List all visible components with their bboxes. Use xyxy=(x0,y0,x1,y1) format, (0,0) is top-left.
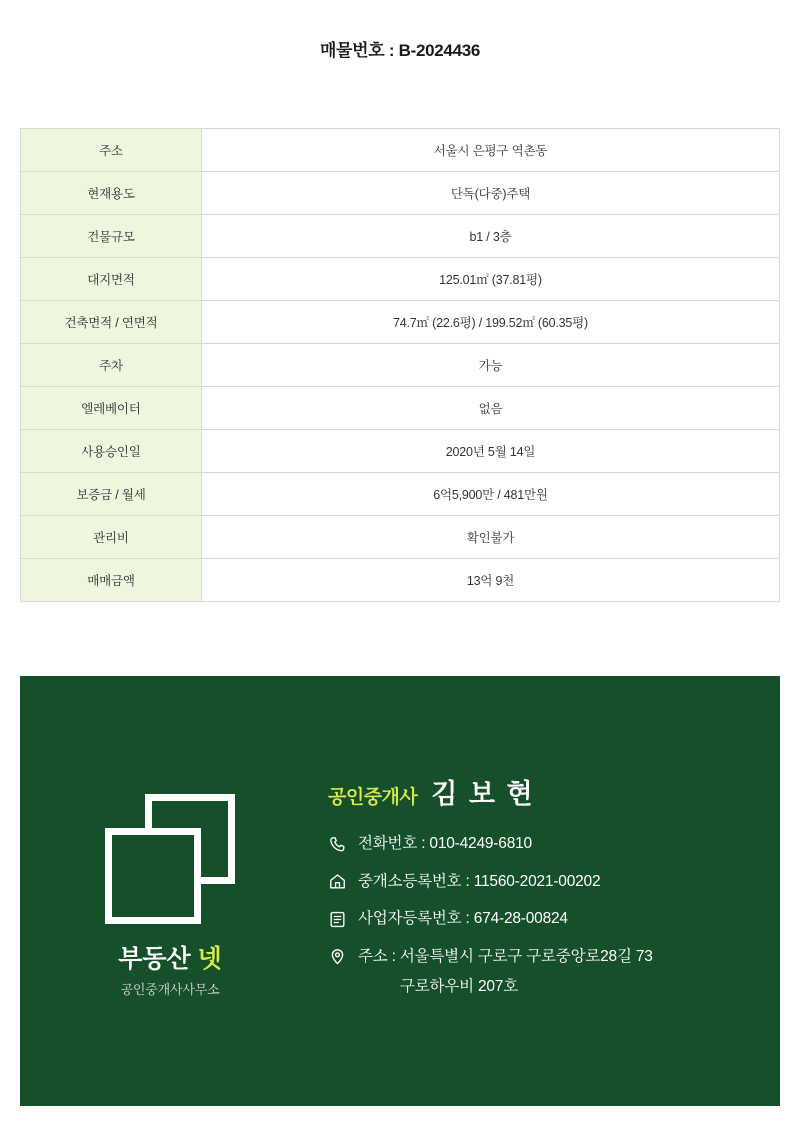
row-label-deposit-rent: 보증금 / 월세 xyxy=(21,473,202,516)
row-label-building-area: 건축면적 / 연면적 xyxy=(21,301,202,344)
agency-contact-block xyxy=(320,768,780,1013)
contact-phone-text: 전화번호 : 010-4249-6810 xyxy=(358,835,532,853)
row-label-current-use: 현재용도 xyxy=(21,172,202,215)
agent-role: 공인중개사 xyxy=(328,787,418,809)
row-value-land-area: 125.01㎡ (37.81평) xyxy=(202,258,780,301)
row-value-deposit-rent: 6억5,900만 / 481만원 xyxy=(202,473,780,516)
overlapping-squares-logo-icon xyxy=(105,794,235,924)
agency-subtitle: 공인중개사사무소 xyxy=(120,982,220,998)
contact-address-text xyxy=(358,946,653,999)
table-row xyxy=(21,430,780,473)
row-label-sale-price: 매매금액 xyxy=(21,559,202,602)
contact-row-business-number xyxy=(328,908,780,930)
agency-name xyxy=(118,946,222,974)
logo-square-front xyxy=(105,828,201,924)
page-title: 매물번호 : B-2024436 xyxy=(319,41,481,60)
table-row xyxy=(21,129,780,172)
row-value-approval-date: 2020년 5월 14일 xyxy=(202,430,780,473)
contact-address-line2: 구로하우비 207호 xyxy=(400,978,519,996)
row-label-parking: 주차 xyxy=(21,344,202,387)
table-row xyxy=(21,258,780,301)
row-value-parking: 가능 xyxy=(202,344,780,387)
document-icon xyxy=(328,908,358,930)
row-value-elevator: 없음 xyxy=(202,387,780,430)
row-label-land-area: 대지면적 xyxy=(21,258,202,301)
spec-table-container xyxy=(20,61,780,602)
row-label-maintenance-fee: 관리비 xyxy=(21,516,202,559)
table-row xyxy=(21,473,780,516)
contact-row-phone xyxy=(328,833,780,855)
agent-identity xyxy=(328,772,780,811)
location-pin-icon xyxy=(328,946,358,968)
phone-icon xyxy=(328,833,358,855)
table-row xyxy=(21,344,780,387)
row-label-approval-date: 사용승인일 xyxy=(21,430,202,473)
row-label-address: 주소 xyxy=(21,129,202,172)
table-row xyxy=(21,387,780,430)
row-value-address: 서울시 은평구 역촌동 xyxy=(202,129,780,172)
agent-name: 김 보 현 xyxy=(431,779,535,810)
contact-business-number-text: 사업자등록번호 : 674-28-00824 xyxy=(358,910,568,928)
row-value-maintenance-fee: 확인불가 xyxy=(202,516,780,559)
contact-registration-text: 중개소등록번호 : 11560-2021-00202 xyxy=(358,872,601,890)
row-value-current-use: 단독(다중)주택 xyxy=(202,172,780,215)
agency-name-main: 부동산 xyxy=(118,944,191,973)
property-spec-table xyxy=(20,128,780,602)
row-label-elevator: 엘레베이터 xyxy=(21,387,202,430)
contact-row-address xyxy=(328,946,780,999)
house-icon xyxy=(328,871,358,893)
agency-business-card xyxy=(20,676,780,1106)
row-label-building-scale: 건물규모 xyxy=(21,215,202,258)
table-row xyxy=(21,559,780,602)
agency-name-accent: 넷 xyxy=(197,944,222,973)
table-row xyxy=(21,516,780,559)
agency-logo-block xyxy=(20,784,320,999)
contact-row-registration xyxy=(328,871,780,893)
table-row xyxy=(21,215,780,258)
table-row xyxy=(21,301,780,344)
row-value-building-scale: b1 / 3층 xyxy=(202,215,780,258)
contact-address-line1: 주소 : 서울특별시 구로구 구로중앙로28길 73 xyxy=(358,947,653,965)
row-value-building-area: 74.7㎡ (22.6평) / 199.52㎡ (60.35평) xyxy=(202,301,780,344)
table-row xyxy=(21,172,780,215)
row-value-sale-price: 13억 9천 xyxy=(202,559,780,602)
